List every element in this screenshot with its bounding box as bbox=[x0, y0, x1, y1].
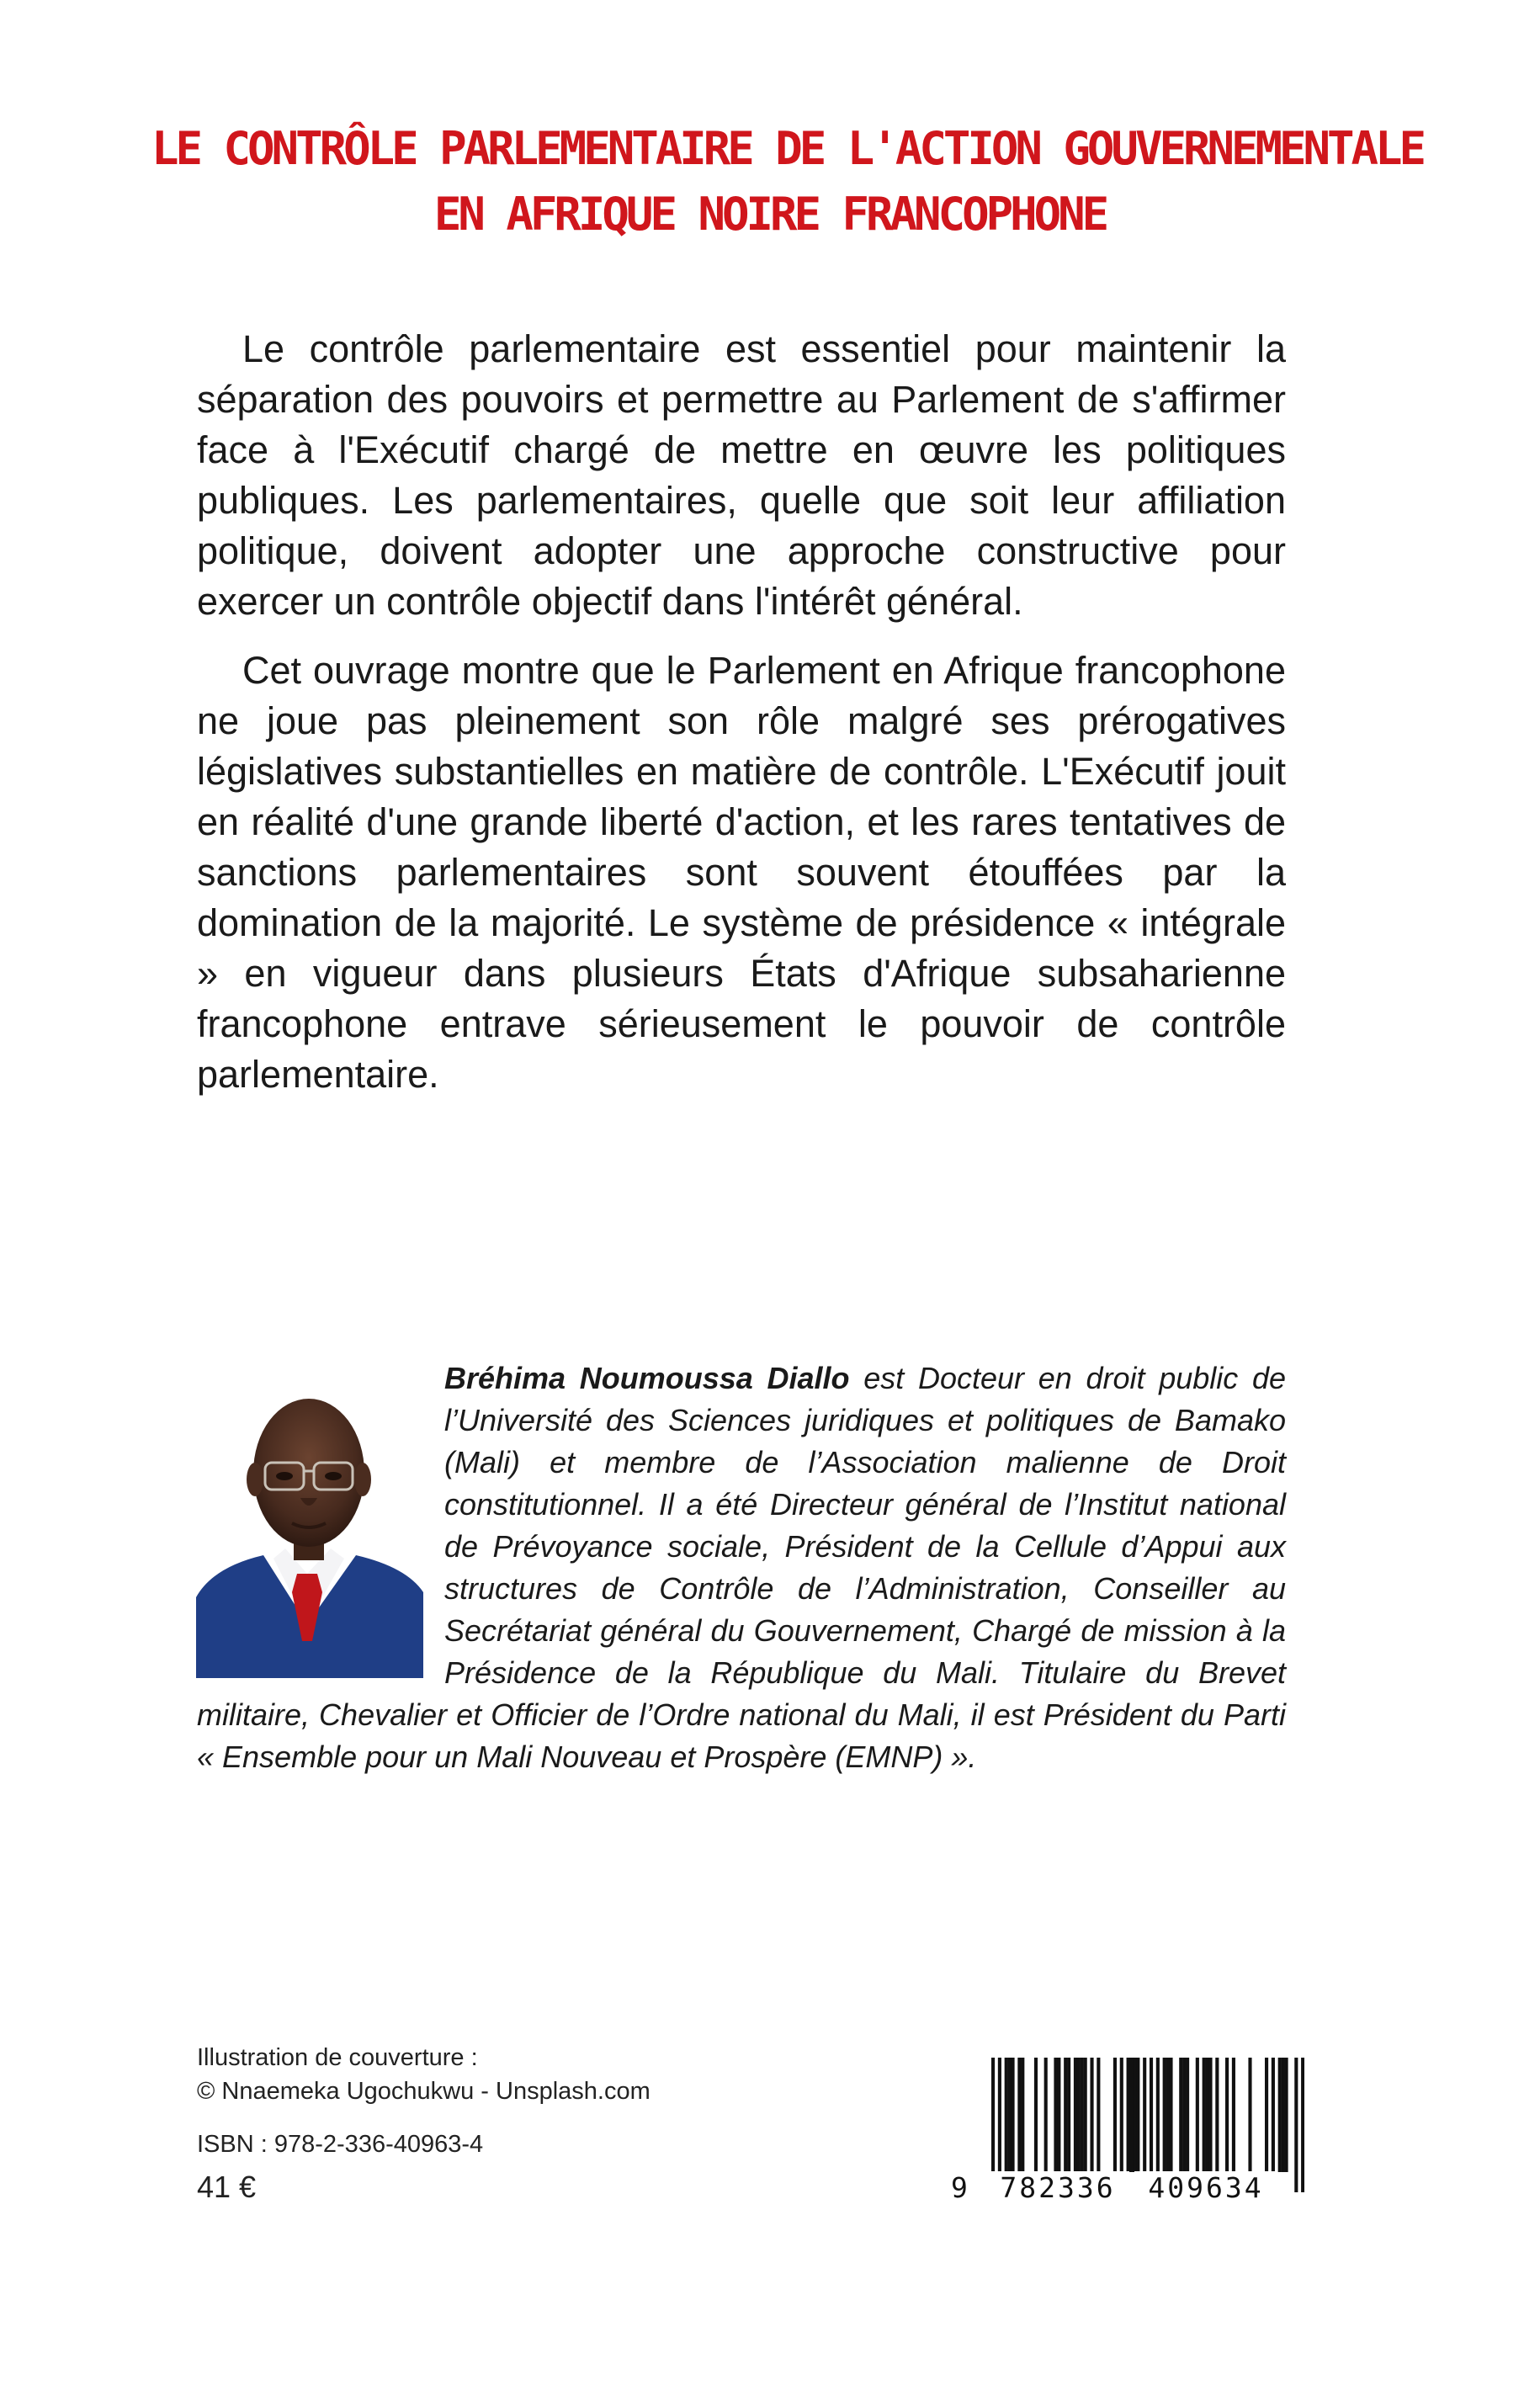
barcode bbox=[951, 2058, 1304, 2218]
barcode-bar bbox=[1077, 2058, 1081, 2172]
barcode-bar bbox=[1232, 2058, 1235, 2172]
author-bio bbox=[197, 1357, 1286, 1778]
barcode-bar bbox=[1278, 2058, 1282, 2172]
title-line-2: EN AFRIQUE NOIRE FRANCOPHONE bbox=[433, 188, 1107, 241]
barcode-bar bbox=[1129, 2058, 1133, 2172]
barcode-first-digit: 9 bbox=[951, 2171, 968, 2204]
blurb-paragraph-2: Cet ouvrage montre que le Parlement en Afrique francophone ne joue pas pleinement son rôle malgré ses prérogatives législatives substantielles en matière de contrôle. L'Exécutif jouit en réalité d'une grande liberté d'action, et les rares tentatives de sanctions parlementaires sont souvent étouffées par la domination de la majorité. Le système de présidence « intégrale » en vigueur dans plusieurs États d'Afrique subsaharienne francophone entrave sérieusement le pouvoir de contrôle parlementaire. bbox=[197, 649, 1286, 1096]
barcode-bar bbox=[1182, 2058, 1186, 2172]
barcode-bar bbox=[1017, 2058, 1021, 2172]
barcode-bar bbox=[1203, 2058, 1206, 2172]
barcode-bar bbox=[1163, 2058, 1166, 2172]
barcode-bar bbox=[1206, 2058, 1209, 2172]
barcode-bar bbox=[1120, 2058, 1123, 2172]
author-bio-text: est Docteur en droit public de l’Université des Sciences juridiques et politiques de Bamako (Mali) et membre de l’Association malienne de Droit constitutionnel. Il a été Directeur général de l’Institut national de Prévoyance sociale, Président de la Cellule d’Appui aux structures de Contrôle de l’Administration, Conseiller au Secrétariat général du Gouvernement, Chargé de mission à la Présidence de la République du Mali. Titulaire du Brevet militaire, Chevalier et Officier de l’Ordre national du Mali, il est Président du Parti « Ensemble pour un Mali Nouveau et Prospère (EMNP) ». bbox=[197, 1361, 1286, 1774]
barcode-bar bbox=[1166, 2058, 1170, 2172]
price-text: 41 € bbox=[197, 2170, 257, 2204]
portrait-spacer bbox=[197, 1357, 444, 1688]
barcode-bar bbox=[1057, 2058, 1060, 2172]
barcode-bar bbox=[1196, 2058, 1199, 2172]
barcode-bar bbox=[1008, 2058, 1012, 2172]
barcode-bar bbox=[1067, 2058, 1070, 2172]
back-cover-blurb bbox=[197, 324, 1286, 1118]
barcode-bar bbox=[1265, 2058, 1268, 2172]
barcode-bar bbox=[1097, 2058, 1100, 2172]
cover-credits bbox=[197, 2041, 870, 2108]
title-line-1: LE CONTRÔLE PARLEMENTAIRE DE L'ACTION GOUVERNEMENTALE bbox=[151, 122, 1424, 175]
blurb-paragraph-1: Le contrôle parlementaire est essentiel pour maintenir la séparation des pouvoirs et permettre au Parlement de s'affirmer face à l'Exécutif chargé de mettre en œuvre les politiques publiques. Les parlementaires, quelle que soit leur affiliation politique, doivent adopter une approche constructive pour exercer un contrôle objectif dans l'intérêt général. bbox=[197, 327, 1286, 623]
book-title bbox=[151, 116, 1424, 247]
illustration-source: © Nnaemeka Ugochukwu - Unsplash.com bbox=[197, 2078, 651, 2105]
author-name: Bréhima Noumoussa Diallo bbox=[444, 1361, 850, 1395]
barcode-bar bbox=[1208, 2058, 1212, 2172]
barcode-bar bbox=[1225, 2058, 1229, 2172]
barcode-bar bbox=[1074, 2058, 1077, 2172]
barcode-left-group: 782336 bbox=[986, 2171, 1129, 2204]
barcode-bar bbox=[1054, 2058, 1057, 2172]
illustration-label: Illustration de couverture : bbox=[197, 2044, 478, 2071]
barcode-bar bbox=[1005, 2058, 1008, 2172]
barcode-bar bbox=[1136, 2058, 1139, 2172]
barcode-bar bbox=[1215, 2058, 1219, 2172]
barcode-bar bbox=[1272, 2058, 1275, 2172]
barcode-bar bbox=[1127, 2058, 1130, 2172]
barcode-bar bbox=[1084, 2058, 1087, 2172]
barcode-digits bbox=[951, 2171, 1304, 2204]
barcode-bar bbox=[1011, 2058, 1014, 2172]
barcode-bar bbox=[1282, 2058, 1285, 2172]
barcode-right-group: 409634 bbox=[1134, 2171, 1277, 2204]
isbn-text: ISBN : 978-2-336-40963-4 bbox=[197, 2131, 484, 2158]
barcode-bar bbox=[1044, 2058, 1048, 2172]
barcode-bar bbox=[1021, 2058, 1024, 2172]
barcode-bar bbox=[1186, 2058, 1189, 2172]
barcode-bar bbox=[1113, 2058, 1117, 2172]
barcode-bar bbox=[1081, 2058, 1084, 2172]
barcode-bar bbox=[1064, 2058, 1067, 2172]
barcode-bar bbox=[1090, 2058, 1093, 2172]
barcode-bar bbox=[1179, 2058, 1182, 2172]
barcode-bar bbox=[1034, 2058, 1038, 2172]
barcode-bar bbox=[1133, 2058, 1136, 2172]
barcode-bar bbox=[1156, 2058, 1160, 2172]
barcode-bar bbox=[1169, 2058, 1172, 2172]
barcode-bar bbox=[1285, 2058, 1288, 2172]
barcode-bar bbox=[1248, 2058, 1251, 2172]
